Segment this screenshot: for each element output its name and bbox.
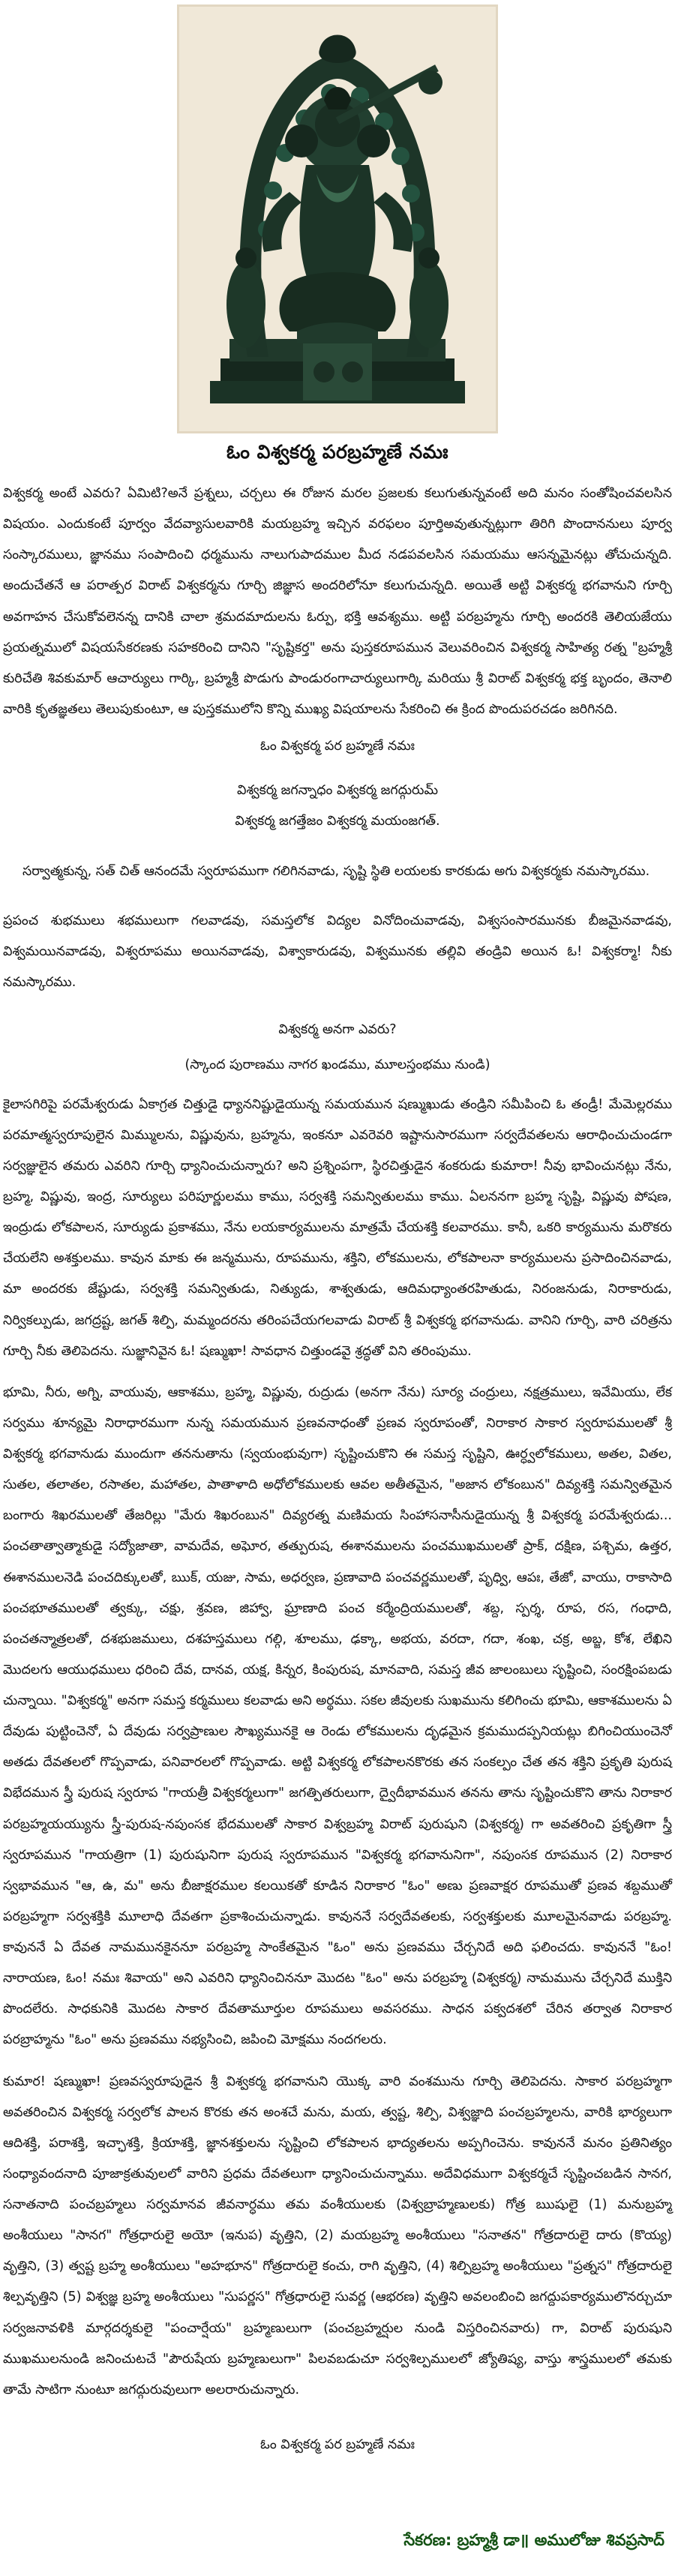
paragraph-intro: విశ్వకర్మ అంటే ఎవరు? ఏమిటి?అనే ప్రశ్నలు, చర్చలు ఈ రోజున మరల ప్రజలకు కలుగుతున్నవంటే అది మనం సంతోషించవలసిన విషయం. ఎందుకంటే పూర్వం వేదవ్యాసులవారికి మయబ్రహ్మ ఇచ్చిన వరఫలం పూర్తిఅవుతున్నట్లుగా తిరిగి పొందాననులు పూర్వ సంస్కారములు, జ్ఞానము సంపాదించి ధర్మమును నాలుగుపాదముల మీద నడపవలసిన సమయము ఆసన్నమైనట్లు తోచుచున్నది. అందుచేతనే ఆ పరాత్పర విరాట్ విశ్వకర్మను గూర్చి జిజ్ఞాస అందరిలోనూ కలుగుచున్నది. అయితే అట్టి విశ్వకర్మ భగవానుని గూర్చి అవగాహన చేసుకోవలెనన్న దానికి చాలా శ్రమదమాదులను ఓర్పు, భక్తి ఆవశ్యము. అట్టి పరబ్రహ్మను గూర్చి అందరకి తెలియజేయు ప్రయత్నములో విషయసేకరణకు సహకరించి దానిని "సృష్టికర్త" అను పుస్తకరూపమున వెలువరించిన విశ్వకర్మ సాహిత్య రత్న "బ్రహ్మశ్రీ కురిచేతి శివకుమార్ ఆచార్యులు గార్కి, బ్రహ్మశ్రీ పొడుగు పాండురంగాచార్యులుగార్కి మరియు శ్రీ విరాట్ విశ్వకర్మ భక్త బృందం, తెనాలి వారికి కృతజ్ఞతలు తెలుపుకుంటూ, ఆ పుస్తకములోని కొన్ని ముఖ్య విషయాలను సేకరించి ఈ క్రింద పొందుపరచడం జరిగినది. [3, 486, 672, 717]
paragraph-praise: ప్రపంచ శుభములు శభములుగా గలవాడవు, సమస్తలోక విద్యల వినోదించువాడవు, విశ్వసంసారమునకు బీజమైనవాడవు, విశ్వమయినవాడవు, విశ్వరూపము అయినవాడవు, విశ్వాకారుడవు, విశ్వమునకు తల్లివి తండ్రివి అయిన ఓ! విశ్వకర్మా! నీకు నమస్కారము. [3, 913, 672, 990]
shloka-line-2: విశ్వకర్మ జగత్తేజం విశ్వకర్మ మయంజగత్. [235, 813, 440, 829]
mantra-line: ఓం విశ్వకర్మ పర బ్రహ్మణే నమః [260, 739, 415, 754]
section-heading-question: విశ్వకర్మ అనగా ఎవరు? [278, 1022, 397, 1038]
source-reference-line: (స్కాంద పురాణము నాగర ఖండము, మూలస్తంభము నుండి) [184, 1057, 490, 1072]
closing-mantra-line: ఓం విశ్వకర్మ పర బ్రహ్మణే నమః [260, 2437, 415, 2452]
shloka-block [3, 777, 672, 835]
salutation-line: సర్వాత్మకున్న, సత్ చిత్ ఆనందమే స్వరూపముగా గలిగినవాడు, సృష్టి స్థితి లయలకు కారకుడు అగు విశ్వకర్మకు నమస్కారము. [22, 864, 650, 880]
shloka-line-1: విశ్వకర్మ జగన్నాధం విశ్వకర్మ జగద్గురుమ్ [237, 782, 438, 798]
compiler-credit: సేకరణ: బ్రహ్మశ్రీ డా॥ అములోజు శివప్రసాద్ [404, 2530, 664, 2549]
paragraph-creation: భూమి, నీరు, అగ్ని, వాయువు, ఆకాశము, బ్రహ్మ, విష్ణువు, రుద్రుడు (అనగా నేను) సూర్య చంద్రులు, నక్షత్రములు, ఇవేమియు, లేక సర్వము శూన్యమై నిరాధారముగా నున్న సమయమున ప్రణవనాధంతో ప్రణవ స్వరూపంతో, నిరాకార సాకార స్వరూపములతో శ్రీ విశ్వకర్మ భగవానుడు ముందుగా తననుతాను (స్వయంభువుగా) సృష్టించుకొని ఈ సమస్త సృష్టిని, ఊర్ధ్వలోకములు, అతల, వితల, సుతల, తలాతల, రసాతల, మహాతల, పాతాళాది అధోలోకములకు ఆవల అతీతమైన, "అజాన లోకంబున" దివ్యశక్తి సమన్వితమైన బంగారు శిఖరములతో తేజరిల్లు "మేరు శిఖరంబున" దివ్యరత్న మణిమయ సింహాసనాసీనుడైయున్న శ్రీ విశ్వకర్మ పరమేశ్వరుడు... పంచతాత్వాత్మాకుడై సద్యోజాతా, వామదేవ, అఘోర, తత్పురుష, ఈశానములను పంచముఖములతో ప్రాక్, దక్షిణ, పశ్చిమ, ఉత్తర, ఈశానములనెడి పంచదిక్కులతో, ఋక్, యజు, సామ, అధర్వణ, ప్రణావాది పంచవర్ణములతో, పృధ్వి, ఆపః, తేజో, వాయు, రాకాసాది పంచభూతములతో త్వక్కు, చక్షు, శ్రవణ, జిహ్వా, ఘ్రాణాది పంచ కర్మేంద్రియములతో, శబ్ద, స్పర్శ, రూప, రస, గంధాది, పంచతన్మాత్రలతో, దశభుజములు, దశహస్తములు గల్గి, శూలము, ఢక్కా, అభయ, వరదా, గదా, శంఖ, చక్ర, అబ్జ, కోశ, లేఖిని మొదలగు ఆయుధములు ధరించి దేవ, దానవ, యక్ష, కిన్నర, కింపురుష, మానవాది, సమస్త జీవ జాలంబులు సృష్టించి, సంరక్షింపబడు చున్నాయి. "విశ్వకర్మ" అనగా సమస్త కర్మములు కలవాడు అని అర్థము. సకల జీవులకు సుఖమును కలిగించు భూమి, ఆకాశములను ఏ దేవుడు పుట్టించెనో, ఏ దేవుడు సర్వప్రాణుల సౌఖ్యమునకై ఆ రెండు లోకములను దృఢమైన క్రమముదప్పనియట్లు బిగించియుంచెనో అతడు దేవతలలో గొప్పవాడు, పనివారలలో గొప్పవాడు. అట్టి విశ్వకర్మ లోకపాలనకొరకు తన సంకల్పం చేత తన శక్తిని ప్రకృతి పురుష విభేదమున స్త్రీ పురుష స్వరూప "గాయత్రీ విశ్వకర్మలుగా" జగత్పితరులుగా, ద్వైదీభావమున తనను తాను సృష్టించుకొని తాను నిరాకార పరబ్రహ్మయయ్యును స్త్రీ-పురుష-నపుంసక భేదములతో సాకార విశ్వబ్రహ్మ విరాట్ పురుషుని (విశ్వకర్మ) గా అవతరించి ప్రకృతిగా స్త్రీ స్వరూపమున "గాయత్రిగా (1) పురుషునిగా పురుష స్వరూపమున "విశ్వకర్మ భగవానునిగా", నపుంసక రూపమున (2) నిరాకార స్వభావమున "ఆ, ఉ, మ" అను బీజాక్షరముల కలయికతో కూడిన నిరాకార "ఓం" అణు ప్రణవాక్షర రూపముతో ప్రణవ శబ్దముతో పరబ్రహ్మగా సర్వశక్తికి మూలాధి దేవతగా ప్రకాశించుచున్నాడు. కావుననే సర్వదేవతలకు, సర్వశక్తులకు మూలమైనవాడు పరబ్రహ్మ. కావుననే ఏ దేవత నామమునకైననూ పరబ్రహ్మ సాంకేతమైన "ఓం" అను ప్రణవము చేర్చనిదే అది ఫలించదు. కావుననే "ఓం! నారాయణ, ఓం! నమః శివాయ" అని ఎవరిని ధ్యానించిననూ మొదట "ఓం" అను పరబ్రహ్మ (విశ్వకర్మ) నామమును చేర్చనిదే ముక్తిని పొందలేరు. సాధకునికి మొదట సాకార దేవతామూర్తుల రూపములు అవసరము. సాధన పక్వదశలో చేరిన తర్వాత నిరాకార పరబ్రాహ్మను "ఓం" అను ప్రణవము నభ్యసించి, జపించి మోక్షము నందగలరు. [3, 1384, 673, 2048]
statue-illustration [177, 4, 498, 433]
paragraph-lineage: కుమార! షణ్ముఖా! ప్రణవస్వరూపుడైన శ్రీ విశ్వకర్మ భగవానుని యొక్క వారి వంశమును గూర్చి తెలిపెదను. సాకార పరబ్రహ్మగా అవతరించిన విశ్వకర్మ సర్వలోక పాలన కొరకు తన అంశచే మను, మయ, త్వష్ట, శిల్పి, విశ్వజ్ఞాది పంచబ్రహ్మలను, వారికి భార్యలుగా ఆదిశక్తి, పరాశక్తి, ఇచ్ఛాశక్తి, క్రియాశక్తి, జ్ఞానశక్తులను సృష్టించి లోకపాలన భాద్యతలను అప్పగించెను. కావుననే మనం ప్రతినిత్యం సంధ్యావందనాది పూజాక్రతువులలో వారిని ప్రధమ దేవతలుగా ధ్యానించుచున్నాము. అదేవిధముగా విశ్వకర్మచే సృష్టించబడిన సానగ, సనాతనాది పంచబ్రహ్మలు సర్వమానవ జీవనార్ధము తమ వంశీయులకు (విశ్వబ్రాహ్మణులకు) గోత్ర ఋషులై (1) మనుబ్రహ్మ అంశీయులు "సానగ" గోత్రధారులై అయో (ఇనుప) వృత్తిని, (2) మయబ్రహ్మ అంశీయులు "సనాతన" గోత్రదారులై దారు (కొయ్య) వృత్తిని, (3) త్వష్ట బ్రహ్మ అంశీయులు "అహభూన" గోత్రదారులై కంచు, రాగి వృత్తిని, (4) శిల్పిబ్రహ్మ అంశీయులు "ప్రత్నస" గోత్రదారులై శిల్పవృత్తిని (5) విశ్వజ్ఞ బ్రహ్మ అంశీయులు "సుపర్ణస" గోత్రధారులై సువర్ణ (ఆభరణ) వృత్తిని అవలంబించి జగద్దుపకార్యములొనర్చుచూ సర్వజనావళికి మార్గదర్శకులై "పంచార్షేయ" బ్రహ్మణులుగా (పంచబ్రహ్మర్షుల నుండి విస్తరించినవారు) గా, విరాట్ పురుషుని ముఖములనుండి జనించుటచే "పౌరుషేయ బ్రహ్మణులుగా" పిలవబడుచూ సర్వశిల్పములలో జ్యోతిష్య, వాస్తు శాస్త్రములలో తమకు తామే సాటిగా నుంటూ జగద్గురువులుగా అలరారుచున్నారు. [3, 2074, 672, 2398]
vishwakarma-statue-image [177, 4, 498, 433]
paragraph-kailasa: కైలాసగిరిపై పరమేశ్వరుడు ఏకాగ్రత చిత్తుడై ధ్యాననిష్టుడైయున్న సమయమున షణ్ముఖుడు తండ్రిని సమీపించి ఓ తండ్రీ! మేమెల్లరము పరమాత్మస్వరూపులైన మిమ్ములను, విష్ణువును, బ్రహ్మను, ఇంకనూ ఎవరెవరి ఇష్టానుసారముగా సర్వదేవతలను ఆరాధించుచుండగా సర్వజ్ఞులైన తమరు ఎవరిని గూర్చి ధ్యానించుచున్నారు? అని ప్రశ్నింపగా, స్థిరచిత్తుడైన శంకరుడు కుమారా! నీవు భావించునట్లు నేను, బ్రహ్మ, విష్ణువు, ఇంద్ర, సూర్యులు పరిపూర్ణులము కాము, సర్వశక్తి సమన్వితులము కాము. ఏలననగా బ్రహ్మ సృష్టి, విష్ణువు పోషణ, ఇంద్రుడు లోకపాలన, సూర్యుడు ప్రకాశము, నేను లయకార్యములను మాత్రమే చేయశక్తి కలవారము. కానీ, ఒకరి కార్యమును మరొకరు చేయలేని అశక్తులము. కావున మాకు ఈ జన్మమును, రూపమును, శక్తిని, లోకములను, లోకపాలనా కార్యములను ప్రసాదించినవాడు, మా అందరకు జేష్టుడు, సర్వశక్తి సమన్వితుడు, నిత్యుడు, శాశ్వతుడు, ఆదిమధ్యాంతరహితుడు, నిరంజనుడు, నిరాకారుడు, నిర్వికల్పుడు, జగద్రష్ట, జగత్ శిల్పి, మమ్మందరను తరింపచేయగలవాడు విరాట్ శ్రీ విశ్వకర్మ భగవానుడు. వానిని గూర్చి, వారి చరిత్రను గూర్చి నీకు తెలిపెదను. సుజ్ఞానివైన ఓ! షణ్ముఖా! సావధాన చిత్తుండవై శ్రద్ధతో విని తరింపుము. [3, 1096, 672, 1359]
page-title: ఓం విశ్వకర్మ పరబ్రహ్మణే నమః [226, 441, 448, 463]
